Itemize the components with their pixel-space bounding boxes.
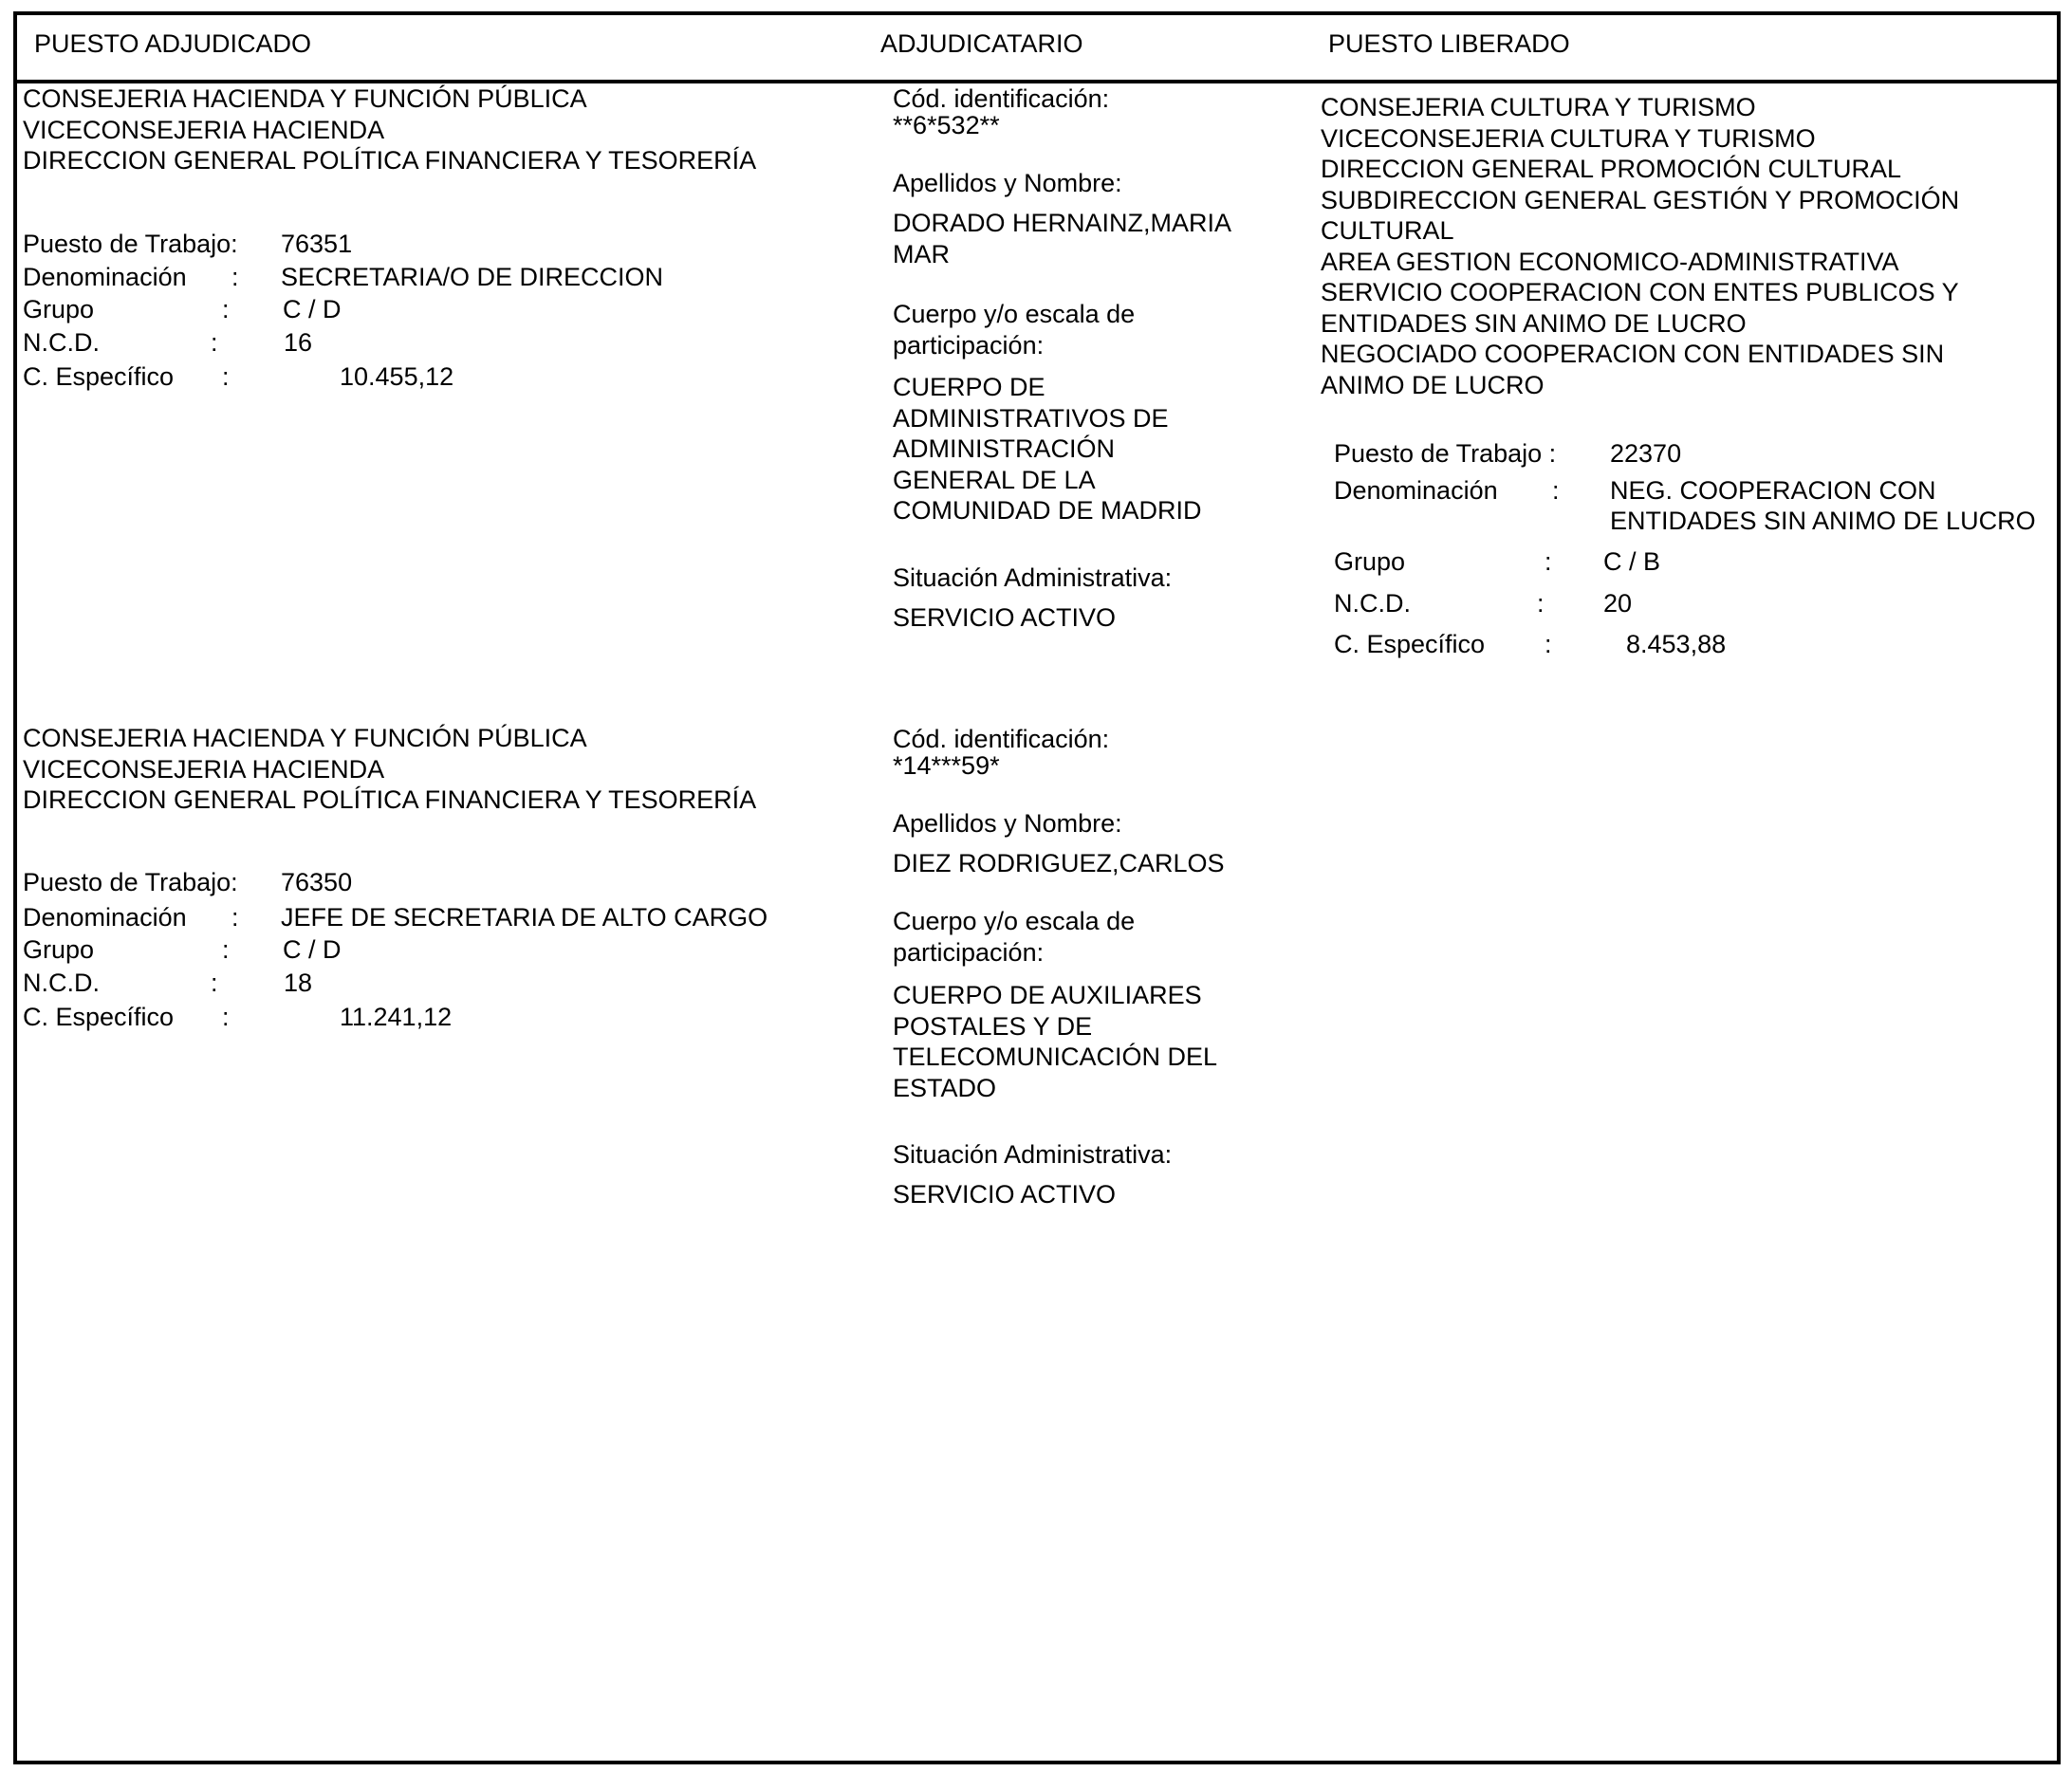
entry1-adjudicado-org: CONSEJERIA HACIENDA Y FUNCIÓN PÚBLICA VICECONSEJERIA HACIENDA DIRECCION GENERAL POLÍTICA FINANCIERA Y TESORERÍA <box>23 84 757 175</box>
liberado-ncd-value: 20 <box>1603 589 1633 618</box>
entry2-puesto-value: 76350 <box>281 868 353 896</box>
entry1-puesto-label: Puesto de Trabajo: <box>23 230 238 258</box>
entry2-cuerpo-value: CUERPO DE AUXILIARES POSTALES Y DE TELECOMUNICACIÓN DEL ESTADO <box>893 981 1218 1102</box>
liberado-especifico-value: 8.453,88 <box>1626 630 1727 658</box>
entry1-cod-value: **6*532** <box>893 111 1000 139</box>
liberado-ncd-colon: : <box>1537 589 1545 618</box>
liberado-ncd-label: N.C.D. <box>1334 589 1411 618</box>
entry1-ncd-colon: : <box>211 328 218 357</box>
liberado-grupo-colon: : <box>1545 547 1552 576</box>
entry2-grupo-label: Grupo <box>23 935 95 964</box>
liberado-puesto-label: Puesto de Trabajo : <box>1334 439 1557 468</box>
entry2-situacion-value: SERVICIO ACTIVO <box>893 1180 1117 1209</box>
entry1-grupo-label: Grupo <box>23 295 95 323</box>
liberado-especifico-colon: : <box>1545 630 1552 658</box>
entry1-especifico-label: C. Específico <box>23 362 175 391</box>
entry1-denominacion-colon: : <box>231 263 239 291</box>
entry2-nombre-value: DIEZ RODRIGUEZ,CARLOS <box>893 849 1225 877</box>
entry2-apellidos-label: Apellidos y Nombre: <box>893 809 1122 838</box>
liberado-grupo-value: C / B <box>1603 547 1661 576</box>
entry1-puesto-value: 76351 <box>281 230 353 258</box>
liberado-denominacion-label: Denominación <box>1334 476 1498 505</box>
entry1-ncd-label: N.C.D. <box>23 328 100 357</box>
entry1-especifico-value: 10.455,12 <box>340 362 454 391</box>
entry2-adjudicado-org: CONSEJERIA HACIENDA Y FUNCIÓN PÚBLICA VICECONSEJERIA HACIENDA DIRECCION GENERAL POLÍTICA FINANCIERA Y TESORERÍA <box>23 724 757 814</box>
entry1-ncd-value: 16 <box>284 328 313 357</box>
entry1-apellidos-label: Apellidos y Nombre: <box>893 169 1122 197</box>
entry2-puesto-label: Puesto de Trabajo: <box>23 868 238 896</box>
entry2-grupo-value: C / D <box>283 935 342 964</box>
entry1-grupo-colon: : <box>222 295 230 323</box>
header-adjudicatario: ADJUDICATARIO <box>880 29 1083 58</box>
entry2-denominacion-value: JEFE DE SECRETARIA DE ALTO CARGO <box>281 903 768 932</box>
entry2-ncd-value: 18 <box>284 969 313 997</box>
entry2-situacion-label: Situación Administrativa: <box>893 1140 1173 1169</box>
entry2-ncd-label: N.C.D. <box>23 969 100 997</box>
entry1-nombre-value: DORADO HERNAINZ,MARIA MAR <box>893 209 1232 268</box>
entry2-grupo-colon: : <box>222 935 230 964</box>
entry1-denominacion-value: SECRETARIA/O DE DIRECCION <box>281 263 664 291</box>
entry2-denominacion-colon: : <box>231 903 239 932</box>
liberado-grupo-label: Grupo <box>1334 547 1406 576</box>
entry2-especifico-colon: : <box>222 1003 230 1031</box>
entry2-especifico-value: 11.241,12 <box>340 1003 453 1031</box>
entry1-denominacion-label: Denominación <box>23 263 187 291</box>
liberado-especifico-label: C. Específico <box>1334 630 1486 658</box>
liberado-denominacion-colon: : <box>1552 476 1560 505</box>
entry2-especifico-label: C. Específico <box>23 1003 175 1031</box>
entry2-cod-value: *14***59* <box>893 751 1000 780</box>
entry1-situacion-value: SERVICIO ACTIVO <box>893 603 1117 632</box>
entry1-situacion-label: Situación Administrativa: <box>893 563 1173 592</box>
entry1-especifico-colon: : <box>222 362 230 391</box>
entry1-cuerpo-label: Cuerpo y/o escala de participación: <box>893 300 1136 360</box>
liberado-puesto-value: 22370 <box>1610 439 1682 468</box>
entry1-grupo-value: C / D <box>283 295 342 323</box>
entry2-cuerpo-label: Cuerpo y/o escala de participación: <box>893 907 1136 967</box>
liberado-denominacion-value: NEG. COOPERACION CON ENTIDADES SIN ANIMO DE LUCRO <box>1610 476 2036 535</box>
entry1-cod-label: Cód. identificación: <box>893 84 1110 113</box>
entry2-cod-label: Cód. identificación: <box>893 725 1110 753</box>
entry1-liberado-org: CONSEJERIA CULTURA Y TURISMO VICECONSEJERIA CULTURA Y TURISMO DIRECCION GENERAL PROMOCIÓN CULTURAL SUBDIRECCION GENERAL GESTIÓN Y PROMOCIÓN CULTURAL AREA GESTION ECONOMICO-ADMINISTRATIVA SERVICIO COOPERACION CON ENTES PUBLICOS Y ENTIDADES SIN ANIMO DE LUCRO NEGOCIADO COOPERACION CON ENTIDADES SIN ANIMO DE LUCRO <box>1321 93 1960 399</box>
header-puesto-adjudicado: PUESTO ADJUDICADO <box>34 29 312 58</box>
header-puesto-liberado: PUESTO LIBERADO <box>1328 29 1570 58</box>
entry2-ncd-colon: : <box>211 969 218 997</box>
entry2-denominacion-label: Denominación <box>23 903 187 932</box>
entry1-cuerpo-value: CUERPO DE ADMINISTRATIVOS DE ADMINISTRACIÓN GENERAL DE LA COMUNIDAD DE MADRID <box>893 373 1202 525</box>
